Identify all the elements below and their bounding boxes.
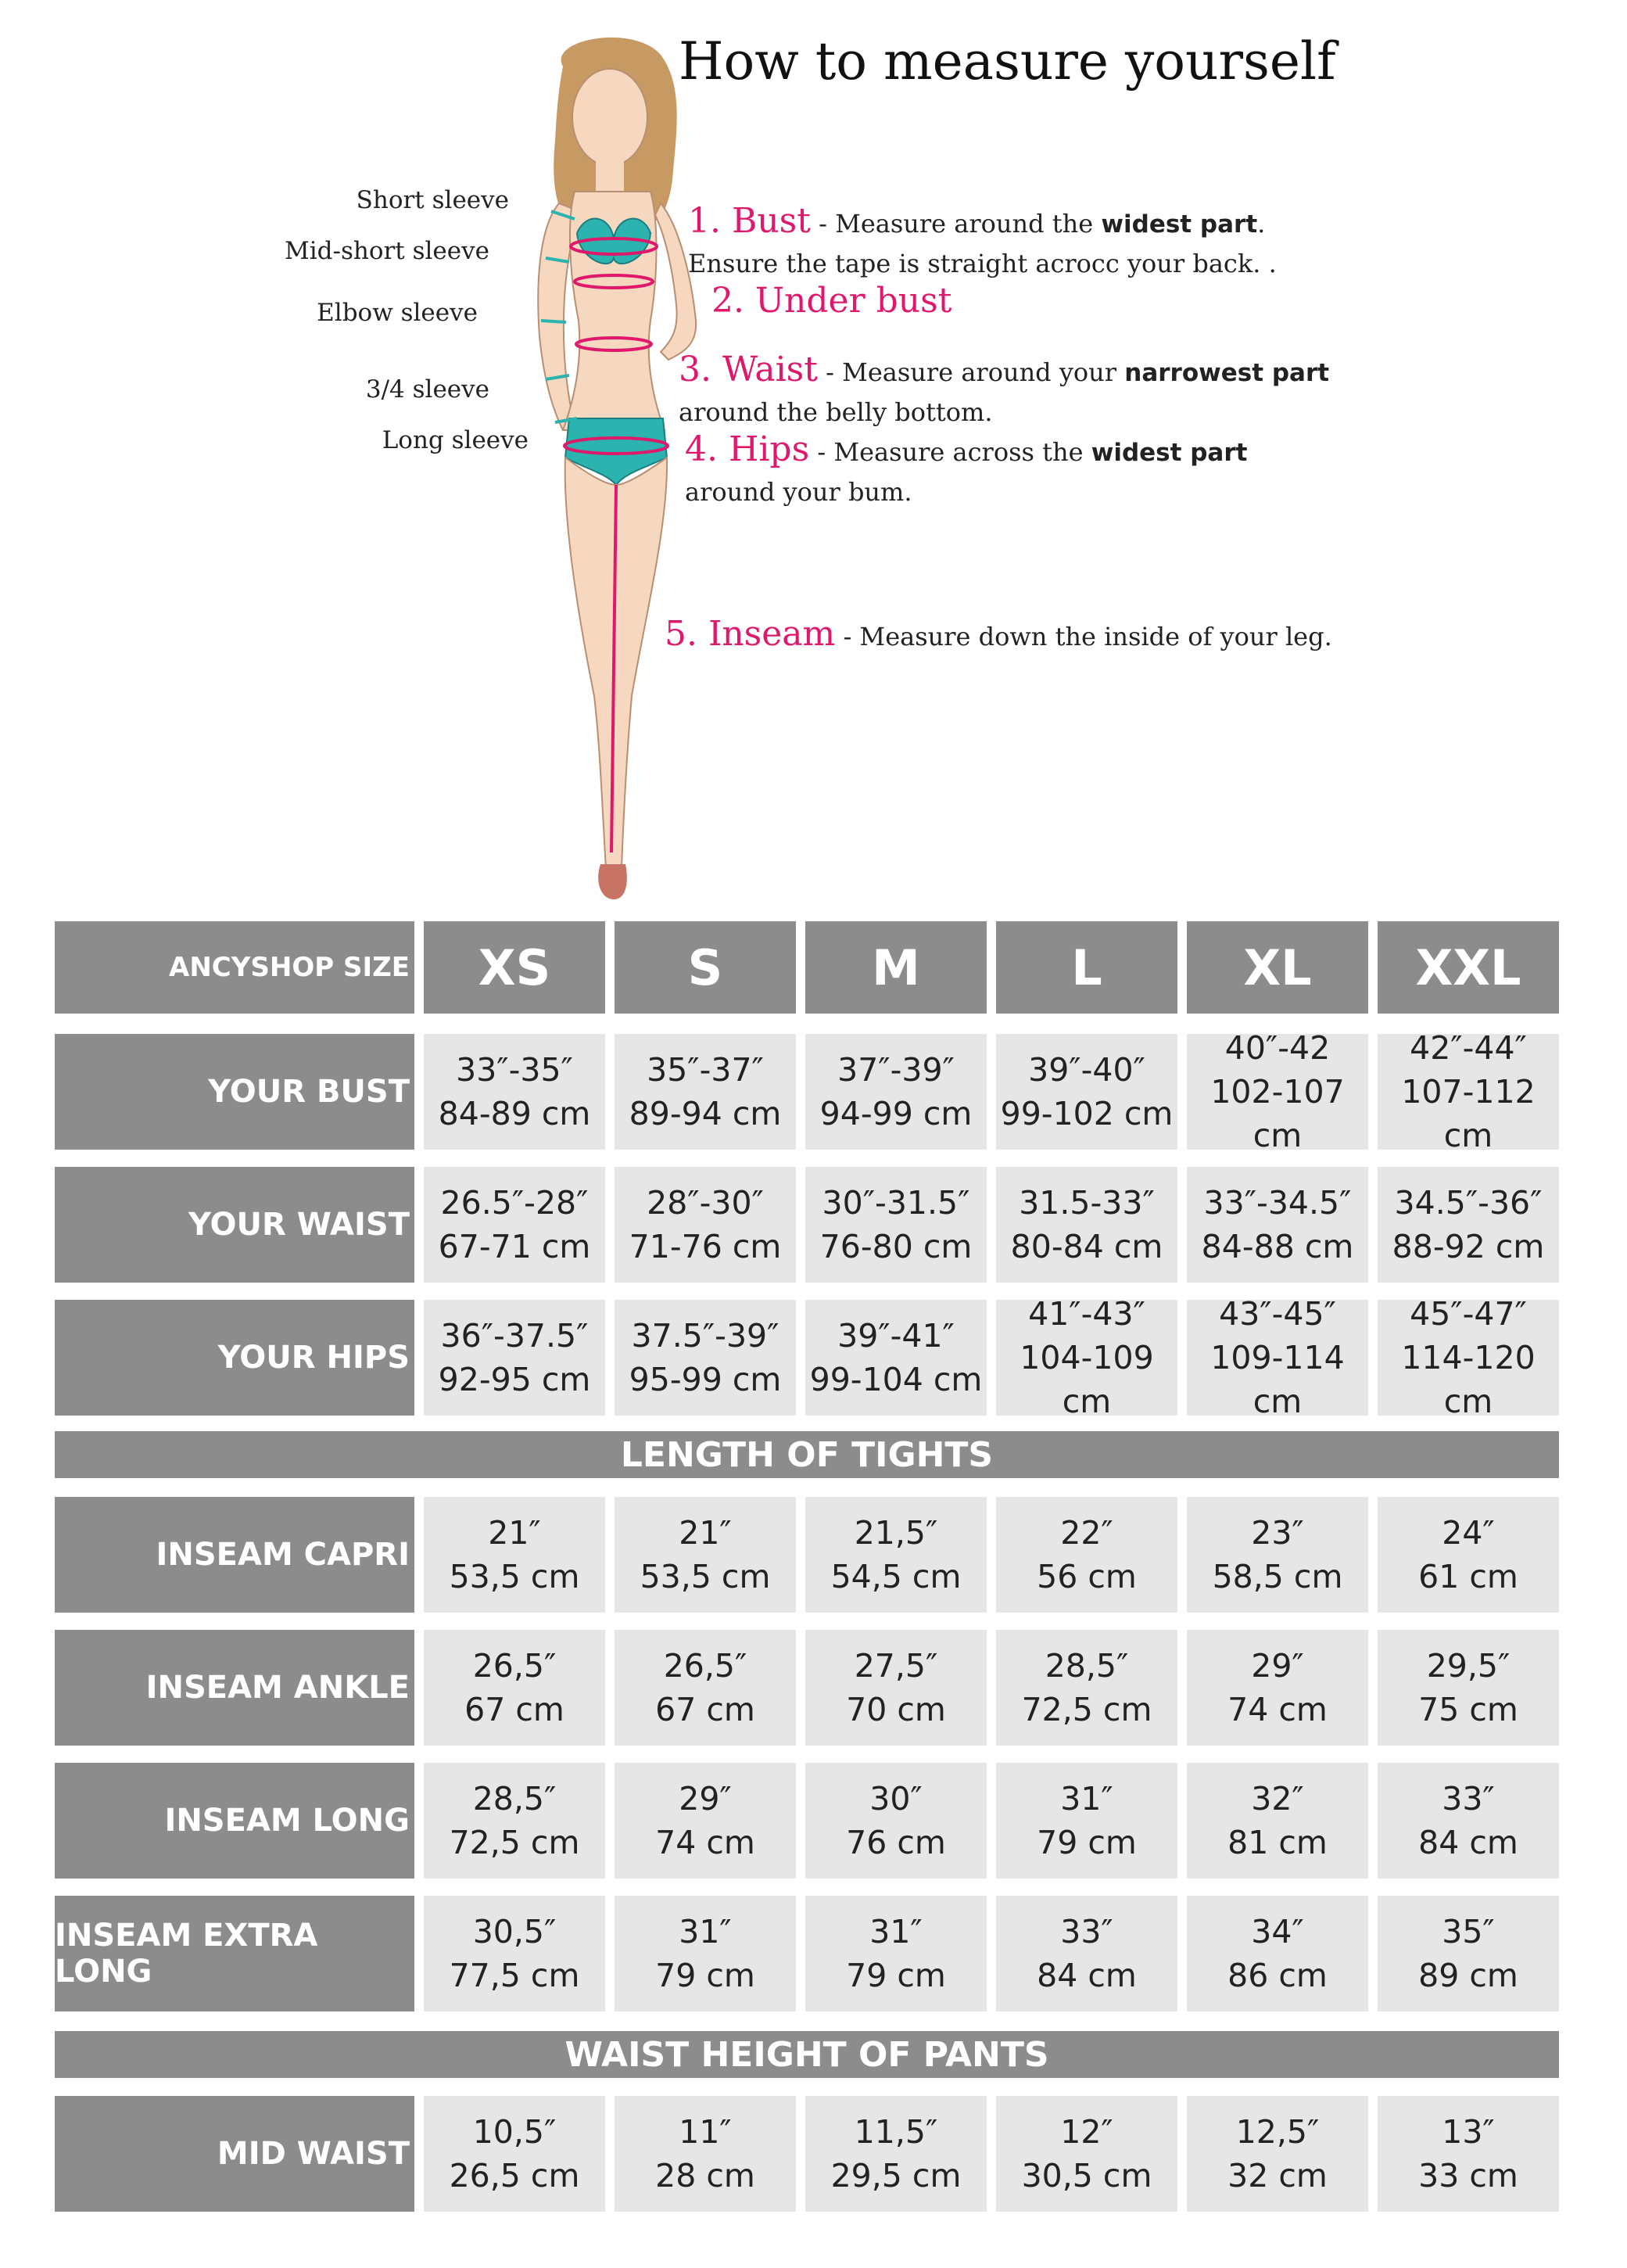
cell-inches: 22″	[1060, 1514, 1113, 1552]
row-label-text: INSEAM CAPRI	[156, 1537, 410, 1573]
cell-cm: 114-120 cm	[1401, 1339, 1536, 1420]
size-header-xxl	[1378, 921, 1559, 1014]
cell-inches: 34.5″-36″	[1394, 1184, 1543, 1222]
table-cell	[615, 1896, 796, 2011]
cell-inches: 28,5″	[472, 1780, 557, 1818]
cell-inches: 31″	[1060, 1780, 1113, 1818]
size-header-label-text: ANCYSHOP SIZE	[169, 952, 410, 983]
row-label	[55, 1167, 414, 1283]
waist-heading: 3. Waist	[679, 350, 818, 389]
row-label-text: MID WAIST	[217, 2136, 410, 2172]
sleeve-label-mid-short: Mid-short sleeve	[284, 237, 489, 265]
size-header-text: S	[687, 938, 723, 996]
cell-cm: 74 cm	[1227, 1691, 1328, 1728]
cell-inches: 12,5″	[1235, 2113, 1320, 2151]
cell-inches: 31″	[869, 1913, 923, 1950]
cell-inches: 24″	[1442, 1514, 1495, 1552]
table-cell	[424, 2096, 605, 2212]
table-cell	[615, 1167, 796, 1283]
cell-inches: 43″-45″	[1219, 1295, 1336, 1333]
table-cell	[805, 1034, 987, 1150]
sleeve-label-elbow: Elbow sleeve	[317, 299, 478, 327]
cell-cm: 33 cm	[1418, 2157, 1518, 2194]
cell-cm: 70 cm	[846, 1691, 946, 1728]
section-title-text: WAIST HEIGHT OF PANTS	[564, 2034, 1049, 2075]
waist-dash: -	[817, 357, 843, 387]
cell-inches: 27,5″	[854, 1647, 938, 1685]
cell-inches: 26.5″-28″	[440, 1184, 589, 1222]
cell-cm: 67 cm	[655, 1691, 755, 1728]
cell-inches: 21″	[679, 1514, 732, 1552]
table-cell	[996, 1034, 1177, 1150]
cell-cm: 99-104 cm	[809, 1361, 983, 1398]
table-cell	[996, 1896, 1177, 2011]
table-cell	[615, 1630, 796, 1746]
table-cell	[805, 1630, 987, 1746]
cell-cm: 99-102 cm	[1000, 1095, 1174, 1132]
row-label	[55, 1034, 414, 1150]
size-header-text: XXL	[1415, 938, 1521, 996]
table-cell	[1378, 2096, 1559, 2212]
table-cell	[1187, 1029, 1368, 1154]
cell-inches: 29,5″	[1426, 1647, 1511, 1685]
table-cell	[1378, 1029, 1559, 1154]
inseam-dash: -	[835, 622, 860, 651]
cell-cm: 79 cm	[1037, 1824, 1137, 1861]
cell-cm: 107-112 cm	[1401, 1073, 1536, 1154]
cell-inches: 33″-35″	[456, 1051, 573, 1089]
table-cell	[615, 1763, 796, 1879]
cell-inches: 35″-37″	[647, 1051, 764, 1089]
shoe-shape	[598, 864, 627, 899]
row-label-text: INSEAM ANKLE	[145, 1670, 410, 1706]
table-cell	[615, 1034, 796, 1150]
instruction-hips	[685, 430, 1247, 511]
table-cell	[996, 2096, 1177, 2212]
table-cell	[805, 1896, 987, 2011]
table-cell	[1378, 1167, 1559, 1283]
cell-cm: 109-114 cm	[1210, 1339, 1345, 1420]
cell-inches: 30″-31.5″	[822, 1184, 970, 1222]
table-cell	[1378, 1896, 1559, 2011]
table-cell	[1187, 1896, 1368, 2011]
cell-inches: 29″	[1251, 1647, 1304, 1685]
bust-bold: widest part	[1101, 210, 1258, 239]
cell-inches: 29″	[679, 1780, 732, 1818]
cell-inches: 41″-43″	[1028, 1295, 1145, 1333]
sleeve-label-short: Short sleeve	[356, 186, 509, 214]
cell-cm: 94-99 cm	[819, 1095, 973, 1132]
cell-cm: 71-76 cm	[629, 1228, 782, 1265]
torso	[563, 192, 665, 430]
size-header-xs	[424, 921, 605, 1014]
table-cell	[1187, 1167, 1368, 1283]
cell-cm: 104-109 cm	[1020, 1339, 1154, 1420]
cell-cm: 80-84 cm	[1010, 1228, 1163, 1265]
cell-cm: 74 cm	[655, 1824, 755, 1861]
row-label	[55, 2096, 414, 2212]
cell-cm: 79 cm	[846, 1957, 946, 1994]
cell-inches: 10,5″	[472, 2113, 557, 2151]
cell-inches: 23″	[1251, 1514, 1304, 1552]
table-cell	[615, 1300, 796, 1416]
table-cell	[805, 1167, 987, 1283]
table-cell	[996, 1295, 1177, 1420]
cell-cm: 84 cm	[1037, 1957, 1137, 1994]
cell-inches: 42″-44″	[1410, 1029, 1527, 1067]
table-cell	[996, 1763, 1177, 1879]
size-header-m	[805, 921, 987, 1014]
row-label-text: INSEAM LONG	[164, 1803, 410, 1839]
cell-cm: 29,5 cm	[830, 2157, 962, 2194]
cell-cm: 67 cm	[464, 1691, 564, 1728]
cell-cm: 75 cm	[1418, 1691, 1518, 1728]
table-cell	[424, 1034, 605, 1150]
cell-inches: 26,5″	[663, 1647, 747, 1685]
cell-cm: 81 cm	[1227, 1824, 1328, 1861]
inseam-text: Measure down the inside of your leg.	[859, 622, 1332, 651]
table-cell	[424, 1630, 605, 1746]
cell-cm: 30,5 cm	[1021, 2157, 1152, 2194]
cell-cm: 89 cm	[1418, 1957, 1518, 1994]
cell-cm: 92-95 cm	[438, 1361, 591, 1398]
table-cell	[1378, 1295, 1559, 1420]
cell-cm: 86 cm	[1227, 1957, 1328, 1994]
cell-inches: 21,5″	[854, 1514, 938, 1552]
instruction-bust	[688, 202, 1277, 283]
cell-inches: 37.5″-39″	[631, 1317, 779, 1355]
row-label-text: YOUR BUST	[208, 1074, 410, 1110]
sleeve-label-three-quarter: 3/4 sleeve	[365, 375, 489, 404]
instruction-under-bust	[711, 282, 951, 323]
cell-inches: 37″-39″	[837, 1051, 955, 1089]
cell-inches: 39″-40″	[1028, 1051, 1145, 1089]
table-cell	[1187, 1497, 1368, 1613]
cell-cm: 56 cm	[1037, 1558, 1137, 1595]
under-bust-heading: 2. Under bust	[711, 281, 952, 321]
cell-cm: 84-89 cm	[438, 1095, 591, 1132]
size-header-s	[615, 921, 796, 1014]
bust-text: Measure around the	[835, 209, 1102, 239]
waist-text: Measure around your	[842, 357, 1125, 387]
cell-inches: 31″	[679, 1913, 732, 1950]
table-cell	[424, 1300, 605, 1416]
table-cell	[1187, 1763, 1368, 1879]
table-cell	[996, 1497, 1177, 1613]
cell-inches: 33″	[1060, 1913, 1113, 1950]
hips-heading: 4. Hips	[685, 429, 810, 469]
bust-dash: -	[810, 209, 836, 239]
table-cell	[805, 1763, 987, 1879]
cell-cm: 76-80 cm	[819, 1228, 973, 1265]
section-title-text: LENGTH OF TIGHTS	[620, 1434, 994, 1475]
cell-cm: 95-99 cm	[629, 1361, 782, 1398]
cell-cm: 61 cm	[1418, 1558, 1518, 1595]
instruction-waist	[679, 350, 1329, 432]
row-label	[55, 1896, 414, 2011]
cell-inches: 30″	[869, 1780, 923, 1818]
cell-inches: 35″	[1442, 1913, 1495, 1950]
hips-line2: around your bum.	[685, 477, 912, 507]
table-cell	[1378, 1630, 1559, 1746]
cell-inches: 40″-42	[1224, 1029, 1331, 1067]
waist-bold: narrowest part	[1124, 359, 1330, 387]
size-header-text: XS	[478, 938, 551, 996]
table-cell	[996, 1630, 1177, 1746]
size-header-text: M	[872, 938, 920, 996]
cell-inches: 12″	[1060, 2113, 1113, 2151]
table-cell	[424, 1896, 605, 2011]
table-cell	[1187, 1630, 1368, 1746]
size-header-text: L	[1071, 938, 1102, 996]
table-cell	[805, 1497, 987, 1613]
cell-cm: 32 cm	[1227, 2157, 1328, 2194]
cell-cm: 84 cm	[1418, 1824, 1518, 1861]
bust-post: .	[1257, 209, 1266, 239]
size-header-label	[55, 921, 414, 1014]
cell-inches: 21″	[488, 1514, 541, 1552]
table-cell	[424, 1167, 605, 1283]
cell-inches: 11″	[679, 2113, 732, 2151]
cell-cm: 28 cm	[655, 2157, 755, 2194]
table-cell	[996, 1167, 1177, 1283]
cell-cm: 77,5 cm	[449, 1957, 580, 1994]
hips-dash: -	[809, 437, 834, 467]
page-title: How to measure yourself	[679, 31, 1336, 92]
section-title-tights	[55, 1431, 1559, 1478]
section-title-pants	[55, 2031, 1559, 2078]
row-label	[55, 1763, 414, 1879]
cell-cm: 53,5 cm	[449, 1558, 580, 1595]
table-cell	[615, 2096, 796, 2212]
head-shape	[572, 69, 647, 166]
row-label-text: YOUR WAIST	[188, 1207, 410, 1243]
cell-cm: 58,5 cm	[1212, 1558, 1343, 1595]
table-cell	[805, 1300, 987, 1416]
cell-inches: 34″	[1251, 1913, 1304, 1950]
cell-inches: 26,5″	[472, 1647, 557, 1685]
cell-cm: 88-92 cm	[1392, 1228, 1545, 1265]
row-label-text: YOUR HIPS	[217, 1340, 410, 1376]
size-header-xl	[1187, 921, 1368, 1014]
sleeve-marker-elbow	[541, 321, 566, 322]
hips-text: Measure across the	[833, 437, 1091, 467]
cell-inches: 31.5-33″	[1019, 1184, 1155, 1222]
table-cell	[424, 1497, 605, 1613]
cell-inches: 33″	[1442, 1780, 1495, 1818]
cell-inches: 39″-41″	[837, 1317, 955, 1355]
cell-inches: 32″	[1251, 1780, 1304, 1818]
size-header-l	[996, 921, 1177, 1014]
table-cell	[1187, 1295, 1368, 1420]
table-cell	[1378, 1497, 1559, 1613]
cell-cm: 72,5 cm	[1021, 1691, 1152, 1728]
cell-cm: 76 cm	[846, 1824, 946, 1861]
cell-cm: 54,5 cm	[830, 1558, 962, 1595]
cell-inches: 45″-47″	[1410, 1295, 1527, 1333]
hips-bold: widest part	[1091, 439, 1248, 467]
row-label	[55, 1300, 414, 1416]
instruction-inseam	[665, 615, 1332, 656]
cell-inches: 30,5″	[472, 1913, 557, 1950]
cell-cm: 53,5 cm	[640, 1558, 771, 1595]
cell-inches: 33″-34.5″	[1203, 1184, 1352, 1222]
table-cell	[424, 1763, 605, 1879]
table-cell	[1187, 2096, 1368, 2212]
size-header-text: XL	[1243, 938, 1312, 996]
cell-cm: 89-94 cm	[629, 1095, 782, 1132]
cell-cm: 67-71 cm	[438, 1228, 591, 1265]
table-cell	[615, 1497, 796, 1613]
cell-cm: 84-88 cm	[1201, 1228, 1354, 1265]
cell-inches: 13″	[1442, 2113, 1495, 2151]
table-cell	[805, 2096, 987, 2212]
cell-inches: 11,5″	[854, 2113, 938, 2151]
bust-heading: 1. Bust	[688, 201, 811, 241]
sleeve-label-long: Long sleeve	[382, 426, 529, 454]
bust-line2: Ensure the tape is straight acrocc your back. .	[688, 249, 1277, 278]
cell-inches: 28,5″	[1045, 1647, 1129, 1685]
cell-inches: 36″-37.5″	[440, 1317, 589, 1355]
cell-cm: 79 cm	[655, 1957, 755, 1994]
row-label	[55, 1497, 414, 1613]
cell-cm: 26,5 cm	[449, 2157, 580, 2194]
row-label	[55, 1630, 414, 1746]
cell-cm: 72,5 cm	[449, 1824, 580, 1861]
cell-inches: 28″-30″	[647, 1184, 764, 1222]
waist-line2: around the belly bottom.	[679, 397, 993, 427]
inseam-heading: 5. Inseam	[665, 614, 836, 654]
row-label-text: INSEAM EXTRA LONG	[55, 1918, 318, 1990]
table-cell	[1378, 1763, 1559, 1879]
cell-cm: 102-107 cm	[1210, 1073, 1345, 1154]
